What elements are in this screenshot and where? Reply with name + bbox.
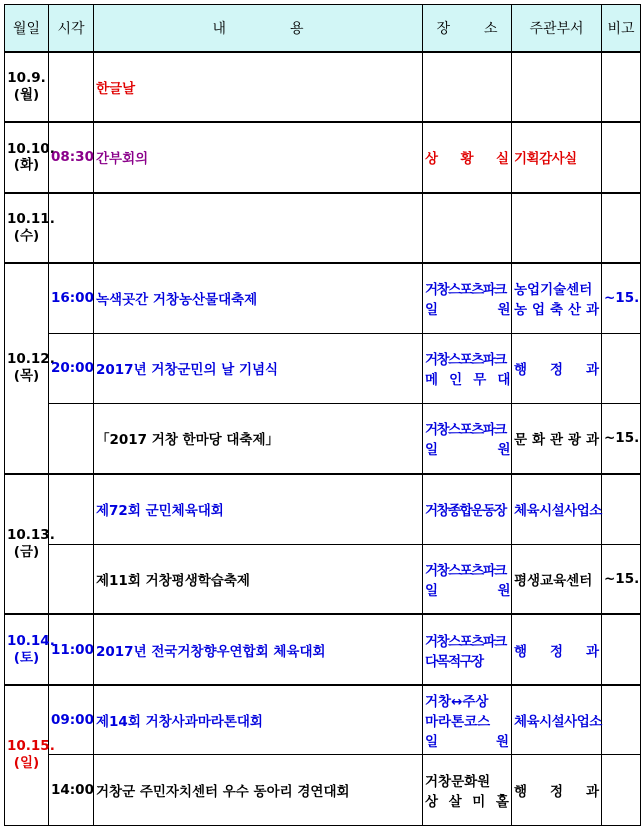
text-chunk: 미	[472, 794, 486, 811]
dept-cell-line	[514, 298, 599, 318]
place-cell	[423, 755, 512, 825]
content-cell: 한글날	[94, 52, 423, 122]
place-cell-line	[425, 730, 509, 750]
text-chunk: 체육시설사업소	[514, 503, 602, 520]
note-cell: ~15.	[602, 403, 641, 473]
text-chunk: 인	[449, 372, 461, 389]
content-cell	[94, 193, 423, 263]
date-line: 10.14.	[7, 632, 55, 649]
place-cell	[423, 685, 512, 755]
time-cell	[49, 474, 94, 544]
header-content-part: 내	[212, 21, 226, 37]
place-cell-line	[425, 298, 509, 318]
text-chunk: 농	[514, 302, 528, 319]
text-chunk: 농업기술센터	[514, 282, 593, 299]
content-cell: 간부회의	[94, 122, 423, 192]
note-cell	[602, 122, 641, 192]
place-cell-line	[425, 650, 509, 670]
schedule-table	[4, 4, 641, 826]
text-chunk: 일	[425, 734, 439, 751]
text-chunk: 축	[549, 302, 564, 319]
text-chunk: 대	[497, 372, 509, 389]
time-cell: 11:00	[49, 614, 94, 684]
place-cell-line	[425, 438, 509, 458]
text-chunk: 일	[425, 442, 437, 459]
note-cell	[602, 614, 641, 684]
header-row	[5, 5, 641, 53]
dept-cell-line	[514, 569, 599, 589]
header-place-part: 소	[484, 21, 498, 37]
time-cell: 14:00	[49, 755, 94, 825]
text-chunk: 행	[514, 362, 528, 379]
text-chunk: 광	[567, 432, 581, 449]
time-cell	[49, 403, 94, 473]
note-cell: ~15.	[602, 544, 641, 614]
table-row	[5, 122, 641, 192]
text-chunk: 행	[514, 784, 528, 801]
text-chunk: 무	[473, 372, 485, 389]
dept-cell	[512, 685, 602, 755]
text-chunk: 정	[549, 362, 564, 379]
text-chunk: 산	[567, 302, 581, 319]
date-cell	[5, 614, 55, 684]
time-cell: 16:00	[49, 263, 94, 333]
header-date: 월일	[5, 5, 49, 53]
text-chunk: 일	[425, 302, 437, 319]
place-cell	[423, 263, 512, 333]
content-cell: 2017년 거창군민의 날 기념식	[94, 333, 423, 403]
place-cell-line	[425, 710, 509, 730]
dept-cell	[512, 474, 602, 544]
date-line: (일)	[13, 755, 40, 772]
time-cell: 20:00	[49, 333, 94, 403]
dept-cell-line	[514, 428, 599, 448]
header-time: 시각	[49, 5, 94, 53]
text-chunk: 과	[585, 784, 599, 801]
dept-cell-line	[514, 640, 599, 660]
text-chunk: 과	[585, 643, 599, 660]
text-chunk: 정	[549, 643, 564, 660]
note-cell	[602, 474, 641, 544]
dept-cell	[512, 403, 602, 473]
date-cell	[5, 193, 55, 263]
text-chunk: 마라톤코스	[425, 714, 491, 731]
content-cell: 2017년 전국거창향우연합회 체육대회	[94, 614, 423, 684]
date-line: (화)	[13, 157, 40, 174]
dept-cell	[512, 333, 602, 403]
place-cell	[423, 474, 512, 544]
dept-cell	[512, 193, 602, 263]
text-chunk: 체육시설사업소	[514, 714, 602, 731]
date-line: (목)	[13, 368, 40, 385]
text-chunk: 홀	[495, 794, 509, 811]
place-cell-line	[425, 690, 509, 710]
content-cell: 제11회 거창평생학습축제	[94, 544, 423, 614]
date-line: 10.12.	[7, 351, 55, 368]
text-chunk: 실	[495, 151, 509, 168]
table-row	[5, 544, 641, 614]
text-chunk: 화	[531, 432, 546, 449]
time-cell: 08:30	[49, 122, 94, 192]
date-line: (수)	[13, 227, 40, 244]
text-chunk: 상	[425, 794, 439, 811]
text-chunk: 거창스포츠파크	[425, 562, 506, 579]
date-cell	[5, 474, 55, 615]
dept-cell-line	[514, 780, 599, 800]
date-line: 10.13.	[7, 527, 55, 544]
place-cell	[423, 193, 512, 263]
header-dept: 주관부서	[512, 5, 602, 53]
text-chunk: 거창스포츠파크	[425, 282, 506, 299]
dept-cell	[512, 263, 602, 333]
text-chunk: 일	[425, 582, 437, 599]
place-cell	[423, 614, 512, 684]
text-chunk: 기획감사실	[514, 151, 577, 168]
header-content	[94, 5, 423, 53]
dept-cell-line	[514, 710, 602, 731]
note-cell	[602, 52, 641, 122]
place-cell-line	[425, 499, 509, 519]
table-row	[5, 403, 641, 473]
place-cell	[423, 122, 512, 192]
text-chunk: 거창문화원	[425, 774, 491, 791]
text-chunk: 살	[448, 794, 462, 811]
content-cell: 제14회 거창사과마라톤대회	[94, 685, 423, 755]
text-chunk: 거창↔주상	[425, 694, 489, 711]
text-chunk: 과	[585, 362, 599, 379]
table-row	[5, 263, 641, 333]
text-chunk: 거창스포츠파크	[425, 633, 506, 650]
place-cell-line	[425, 348, 509, 368]
text-chunk: 원	[495, 734, 509, 751]
text-chunk: 원	[497, 582, 509, 599]
text-chunk: 원	[497, 302, 509, 319]
header-place	[423, 5, 512, 53]
place-cell-line	[425, 630, 509, 650]
table-row	[5, 614, 641, 684]
dept-cell-line	[514, 278, 599, 298]
date-cell	[5, 52, 49, 122]
header-content-part: 용	[290, 21, 304, 37]
dept-cell	[512, 52, 602, 122]
date-line: 10.9.	[7, 70, 46, 87]
table-row	[5, 52, 641, 122]
place-cell-line	[425, 368, 509, 388]
date-line: 10.10.	[7, 140, 55, 157]
date-line: 10.11.	[7, 210, 55, 227]
time-cell: 09:00	[49, 685, 94, 755]
content-cell: 녹색곳간 거창농산물대축제	[94, 263, 423, 333]
table-row	[5, 685, 641, 755]
note-cell	[602, 333, 641, 403]
date-line: (월)	[13, 87, 40, 104]
content-cell: 거창군 주민자치센터 우수 동아리 경연대회	[94, 755, 423, 825]
note-cell: ~15.	[602, 263, 641, 333]
table-row	[5, 193, 641, 263]
time-cell	[49, 52, 94, 122]
place-cell-line	[425, 790, 509, 810]
note-cell	[602, 685, 641, 755]
note-cell	[602, 193, 641, 263]
text-chunk: 정	[549, 784, 564, 801]
place-cell-line	[425, 147, 509, 167]
table-row	[5, 474, 641, 544]
text-chunk: 행	[514, 643, 528, 660]
dept-cell-line	[514, 147, 599, 167]
date-cell	[5, 263, 55, 474]
text-chunk: 거창종합운동장	[425, 503, 506, 520]
text-chunk: 거창스포츠파크	[425, 422, 506, 439]
text-chunk: 메	[425, 372, 437, 389]
content-cell: 「2017 거창 한마당 대축제」	[94, 403, 423, 473]
text-chunk: 관	[549, 432, 564, 449]
place-cell-line	[425, 579, 509, 599]
place-cell	[423, 403, 512, 473]
place-cell	[423, 333, 512, 403]
dept-cell-line	[514, 499, 602, 520]
text-chunk: 문	[514, 432, 528, 449]
place-cell-line	[425, 559, 509, 579]
dept-cell	[512, 544, 602, 614]
note-cell	[602, 755, 641, 825]
text-chunk: 거창스포츠파크	[425, 352, 506, 369]
time-cell	[49, 193, 94, 263]
header-place-part: 장	[436, 21, 450, 37]
date-line: 10.15.	[7, 738, 55, 755]
table-row	[5, 333, 641, 403]
dept-cell-line	[514, 358, 599, 378]
place-cell	[423, 544, 512, 614]
date-line: (토)	[13, 649, 40, 666]
text-chunk: 과	[585, 432, 599, 449]
place-cell-line	[425, 278, 509, 298]
time-cell	[49, 544, 94, 614]
table-row	[5, 755, 641, 825]
place-cell-line	[425, 770, 509, 790]
date-cell	[5, 122, 55, 192]
text-chunk: 평생교육센터	[514, 572, 593, 589]
content-cell: 제72회 군민체육대회	[94, 474, 423, 544]
text-chunk: 원	[497, 442, 509, 459]
dept-cell	[512, 614, 602, 684]
text-chunk: 업	[531, 302, 546, 319]
text-chunk: 황	[460, 151, 474, 168]
dept-cell	[512, 122, 602, 192]
date-line: (금)	[13, 544, 40, 561]
text-chunk: 과	[585, 302, 599, 319]
header-note: 비고	[602, 5, 641, 53]
text-chunk: 다목적구장	[425, 653, 483, 670]
place-cell	[423, 52, 512, 122]
schedule-body	[5, 52, 641, 825]
dept-cell	[512, 755, 602, 825]
date-cell	[5, 685, 55, 826]
text-chunk: 상	[425, 151, 439, 168]
place-cell-line	[425, 418, 509, 438]
